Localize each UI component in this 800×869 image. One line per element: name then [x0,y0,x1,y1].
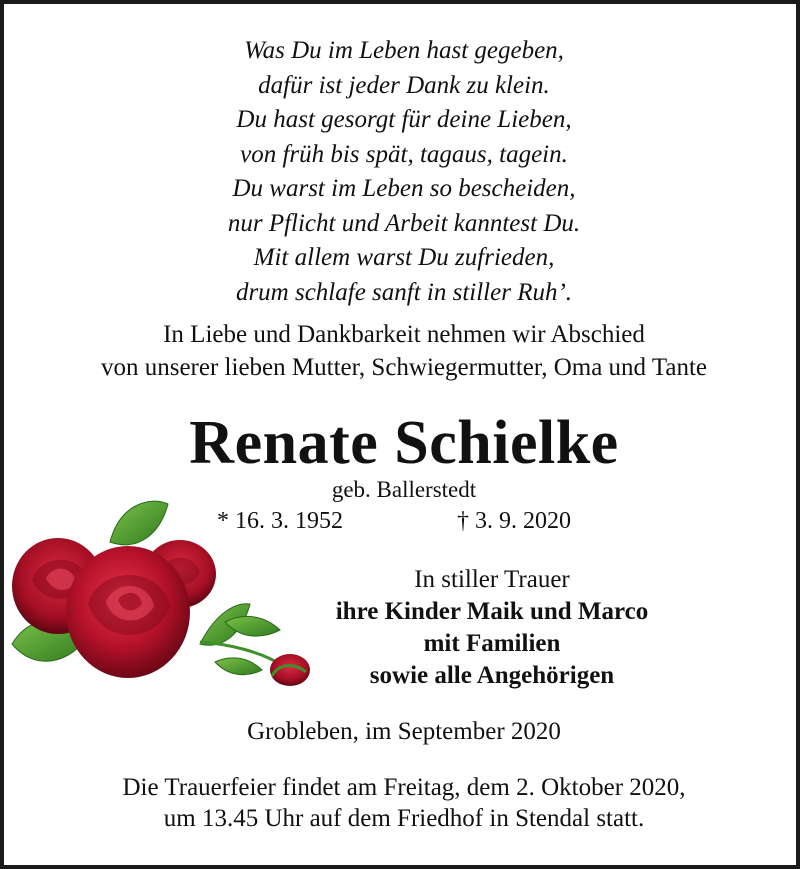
farewell-intro [4,318,800,384]
funeral-info [4,772,800,834]
poem-line: Was Du im Leben hast gegeben, [244,37,564,64]
poem-line: Du hast gesorgt für deine Lieben, [236,106,572,133]
poem-line: nur Pflicht und Arbeit kanntest Du. [227,209,581,237]
poem-line: Mit allem warst Du zufrieden, [253,244,555,271]
birth-name: geb. Ballerstedt [331,477,477,502]
death-date: † 3. 9. 2020 [457,508,571,534]
mourners-line: ihre Kinder Maik und Marco [335,598,649,625]
mourners-line: In stiller Trauer [414,566,570,593]
roses-image [10,494,322,694]
poem-line: dafür ist jeder Dank zu klein. [258,71,550,99]
poem-line: Du warst im Leben so bescheiden, [232,175,576,202]
intro-line: In Liebe und Dankbarkeit nehmen wir Abschied [163,321,645,348]
intro-line: von unserer lieben Mutter, Schwiegermutter, Oma und Tante [100,354,708,381]
funeral-line: um 13.45 Uhr auf dem Friedhof in Stendal statt. [163,805,645,832]
funeral-line: Die Trauerfeier findet am Freitag, dem 2. Oktober 2020, [122,774,686,801]
poem-line: drum schlafe sanft in stiller Ruh’. [235,278,573,306]
deceased-name: Renate Schielke [189,409,619,477]
mourners-line: sowie alle Angehörigen [369,662,615,689]
mourners-block [304,564,680,692]
place-date: Grobleben, im September 2020 [247,718,561,745]
poem-line: von früh bis spät, tagaus, tagein. [240,140,568,168]
mourners-line: mit Familien [423,630,561,657]
birth-date: * 16. 3. 1952 [217,508,343,534]
poem [4,34,800,310]
